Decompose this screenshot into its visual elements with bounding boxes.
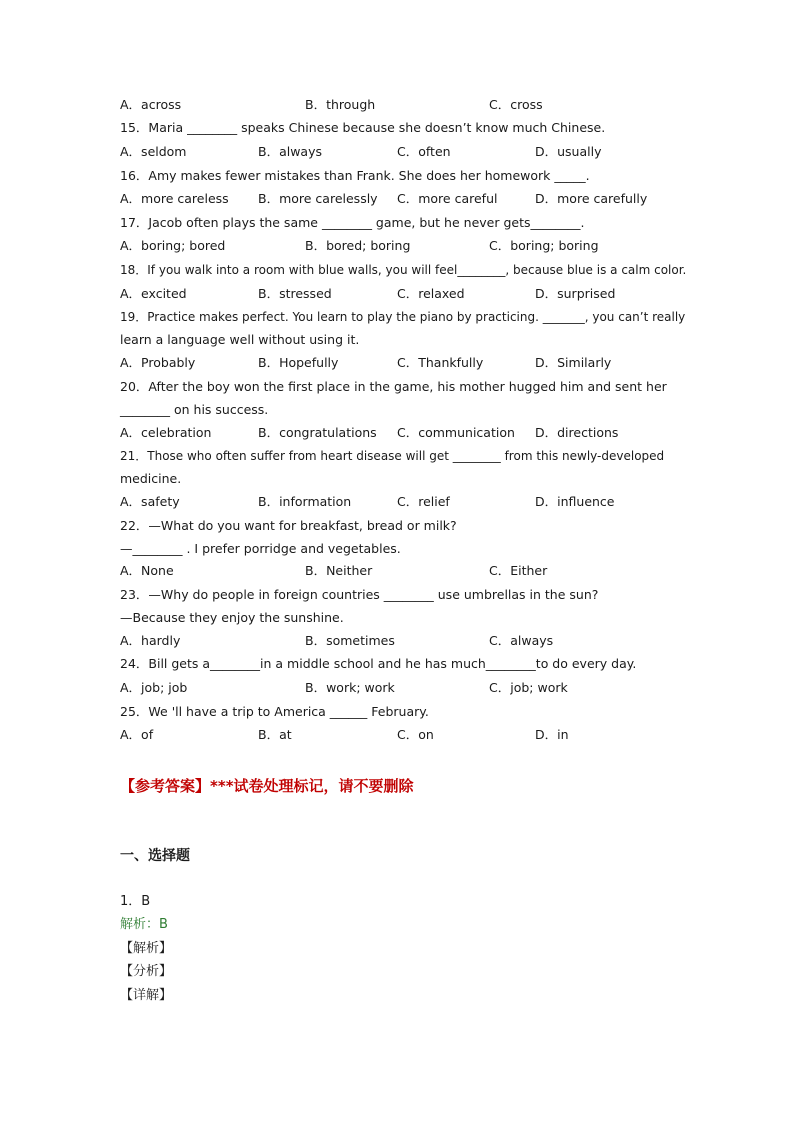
q25-options: [120, 727, 760, 743]
q25-stem: 25．We 'll have a trip to America ______ February.: [120, 704, 429, 719]
q20-stem-line2: ________ on his success.: [120, 402, 269, 417]
option-a: A．safety: [120, 494, 180, 509]
q17-stem: 17．Jacob often plays the same ________ game, but he never gets________.: [120, 215, 585, 230]
option-a: A．excited: [120, 286, 187, 301]
option-c: C．cross: [489, 97, 543, 112]
option-a: A．boring; bored: [120, 238, 226, 253]
q23-stem-line2: —Because they enjoy the sunshine.: [120, 610, 344, 625]
option-b: B．more carelessly: [258, 191, 378, 206]
q23-options: [120, 633, 760, 649]
option-d: D．Similarly: [535, 355, 612, 370]
q21-stem-line1: 21．Those who often suffer from heart disease will get ________ from this newly-developed: [120, 449, 665, 463]
q24-stem: 24．Bill gets a________in a middle school and he has much________to do every day.: [120, 656, 637, 671]
q22-options: [120, 563, 760, 579]
option-b: B．sometimes: [305, 633, 395, 648]
option-c: C．on: [397, 727, 434, 742]
option-d: D．surprised: [535, 286, 616, 301]
section-title: 一、选择题: [120, 848, 190, 864]
q18-options: [120, 286, 760, 302]
option-c: C．relief: [397, 494, 450, 509]
q16-options: [120, 191, 760, 207]
option-b: B．at: [258, 727, 292, 742]
q19-stem-line1: 19．Practice makes perfect. You learn to play the piano by practicing. _______, you can’t really: [120, 310, 686, 324]
q19-options: [120, 355, 760, 371]
analysis-label: 解析：B: [120, 917, 168, 932]
xiangjie-label: 【详解】: [120, 988, 173, 1003]
option-c: C．always: [489, 633, 554, 648]
option-b: B．work; work: [305, 680, 395, 695]
q20-options: [120, 425, 760, 441]
option-a: A．across: [120, 97, 182, 112]
option-d: D．directions: [535, 425, 619, 440]
option-a: A．None: [120, 563, 174, 578]
q19-stem-line2: learn a language well without using it.: [120, 332, 360, 347]
option-c: C．boring; boring: [489, 238, 599, 253]
option-c: C．communication: [397, 425, 515, 440]
option-d: D．influence: [535, 494, 615, 509]
jiexi-label: 【解析】: [120, 941, 173, 956]
q21-stem-line2: medicine.: [120, 471, 182, 486]
option-c: C．often: [397, 144, 451, 159]
q16-stem: 16．Amy makes fewer mistakes than Frank. She does her homework _____.: [120, 168, 590, 183]
answer-1: 1．B: [120, 894, 151, 909]
option-d: D．more carefully: [535, 191, 648, 206]
option-c: C．Thankfully: [397, 355, 484, 370]
option-b: B．stressed: [258, 286, 332, 301]
q15-options: [120, 144, 760, 160]
option-a: A．Probably: [120, 355, 196, 370]
option-c: C．Either: [489, 563, 548, 578]
option-c: C．relaxed: [397, 286, 465, 301]
option-b: B．bored; boring: [305, 238, 411, 253]
q14-options: [120, 97, 760, 113]
option-a: A．job; job: [120, 680, 188, 695]
option-d: D．in: [535, 727, 569, 742]
option-b: B．always: [258, 144, 323, 159]
q18-stem: 18．If you walk into a room with blue walls, you will feel________, because blue is a calm color.: [120, 263, 687, 277]
option-d: D．usually: [535, 144, 602, 159]
option-b: B．through: [305, 97, 376, 112]
q22-stem-line2: —________ . I prefer porridge and vegetables.: [120, 541, 401, 556]
q17-options: [120, 238, 760, 254]
option-b: B．information: [258, 494, 352, 509]
option-a: A．seldom: [120, 144, 187, 159]
answer-key-header: 【参考答案】***试卷处理标记，请不要删除: [120, 777, 414, 795]
fenxi-label: 【分析】: [120, 964, 173, 979]
q22-stem-line1: 22．—What do you want for breakfast, bread or milk?: [120, 518, 457, 533]
option-b: B．Neither: [305, 563, 373, 578]
option-c: C．more careful: [397, 191, 498, 206]
option-a: A．more careless: [120, 191, 229, 206]
option-b: B．Hopefully: [258, 355, 339, 370]
option-a: A．hardly: [120, 633, 181, 648]
option-c: C．job; work: [489, 680, 568, 695]
q20-stem-line1: 20．After the boy won the first place in the game, his mother hugged him and sent her: [120, 379, 667, 394]
q15-stem: 15．Maria ________ speaks Chinese because she doesn’t know much Chinese.: [120, 120, 606, 135]
option-b: B．congratulations: [258, 425, 377, 440]
q23-stem-line1: 23．—Why do people in foreign countries ________ use umbrellas in the sun?: [120, 587, 599, 602]
q21-options: [120, 494, 760, 510]
q24-options: [120, 680, 760, 696]
option-a: A．celebration: [120, 425, 212, 440]
option-a: A．of: [120, 727, 154, 742]
